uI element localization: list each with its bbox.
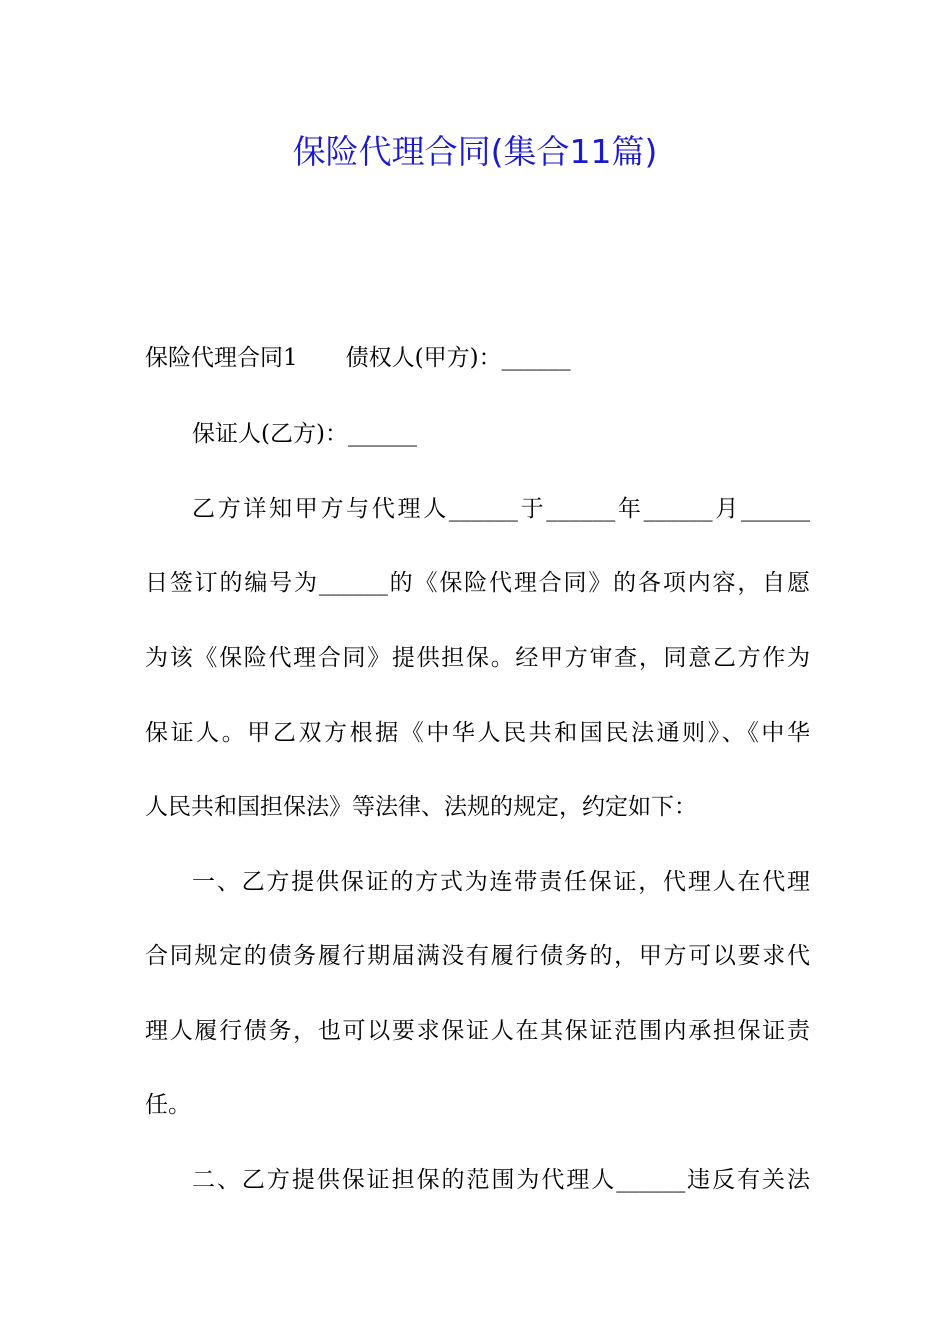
clause-line: 一、乙方提供保证的方式为连带责任保证，代理人在代理 — [192, 869, 810, 895]
guarantor-line: 保证人(乙方)：______ — [192, 421, 417, 447]
paragraph-line: 乙方详知甲方与代理人______于______年______月______ — [192, 496, 810, 522]
paragraph-line: 人民共和国担保法》等法律、法规的规定，约定如下： — [145, 794, 697, 820]
clause-line: 任。 — [145, 1092, 191, 1118]
clause-line: 二、乙方提供保证担保的范围为代理人______违反有关法 — [192, 1167, 810, 1193]
paragraph-line: 为该《保险代理合同》提供担保。经甲方审查，同意乙方作为 — [145, 645, 810, 671]
clause-line: 合同规定的债务履行期届满没有履行债务的，甲方可以要求代 — [145, 943, 810, 969]
clause-line: 理人履行债务，也可以要求保证人在其保证范围内承担保证责 — [145, 1018, 810, 1044]
paragraph-line: 保证人。甲乙双方根据《中华人民共和国民法通则》、《中华 — [145, 720, 810, 746]
creditor-line: 债权人(甲方)：______ — [345, 345, 571, 371]
contract-number-label: 保险代理合同1 — [145, 345, 298, 371]
document-title: 保险代理合同(集合11篇) — [292, 132, 658, 171]
heading-line — [145, 340, 810, 376]
paragraph-line: 日签订的编号为______的《保险代理合同》的各项内容，自愿 — [145, 570, 810, 596]
